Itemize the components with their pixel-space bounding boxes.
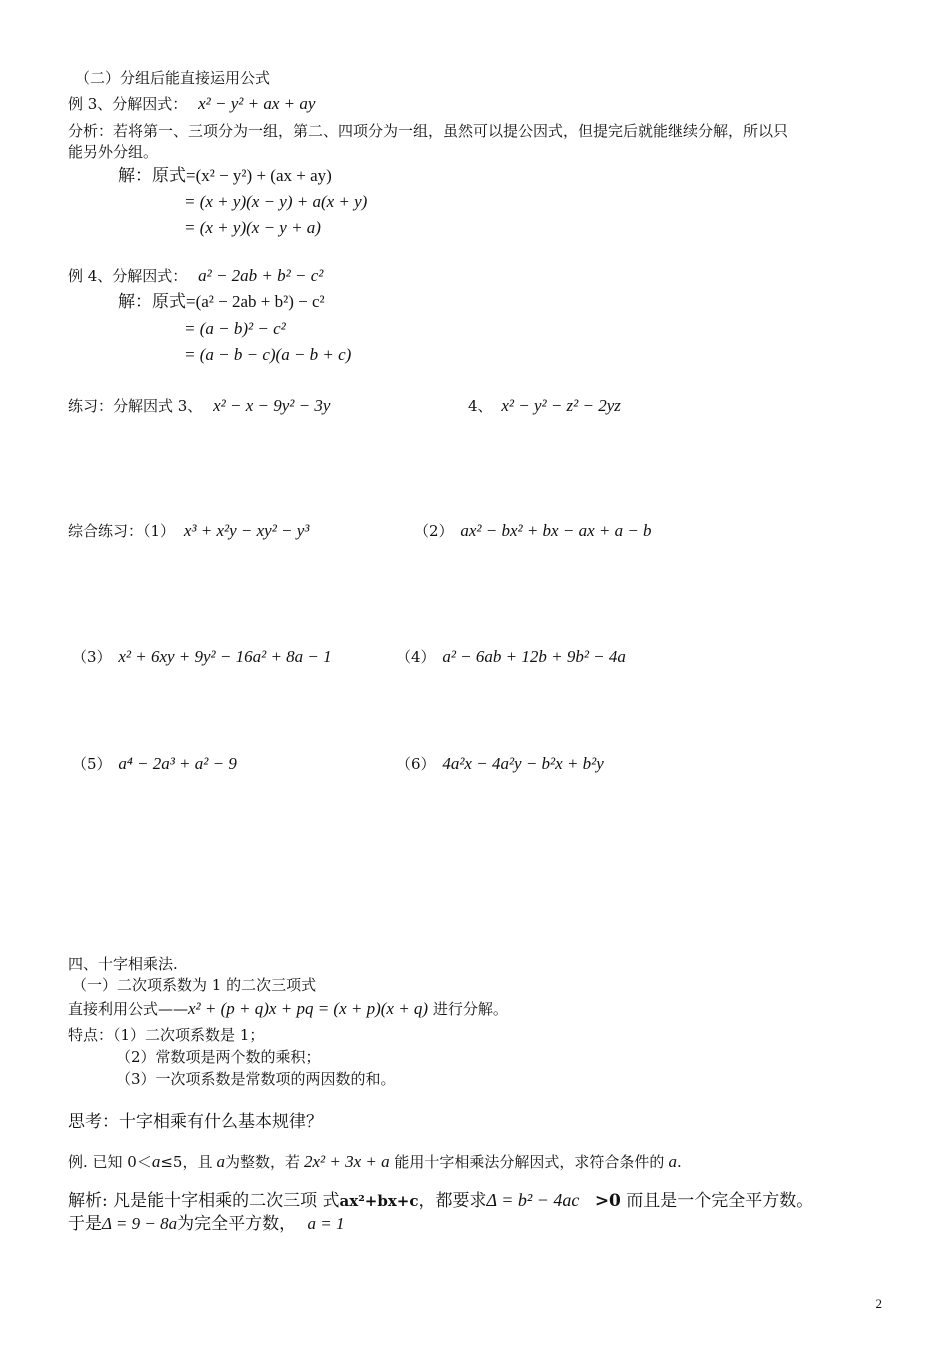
answer: a = 1	[307, 1214, 345, 1233]
variable-a: a	[216, 1152, 225, 1171]
section-heading-cross-multiplication: 四、十字相乘法.	[68, 955, 178, 973]
example-4-solution-line-1: 解：原式=(a² − 2ab + b²) − c²	[118, 292, 325, 311]
example-3-solution-line-2: = (x + y)(x − y) + a(x + y)	[184, 192, 368, 211]
combined-practice-1	[68, 521, 309, 541]
example-3-expression: x² − y² + ax + ay	[198, 94, 316, 113]
practice-4	[468, 396, 621, 416]
example-4-solution-line-3: = (a − b − c)(a − b + c)	[184, 345, 352, 364]
variable-a: a	[668, 1152, 677, 1171]
example-3-analysis-line-2: 能另外分组。	[68, 143, 159, 161]
feature-2: （2）常数项是两个数的乘积；	[116, 1048, 321, 1066]
practice-4-expression: x² − y² − z² − 2yz	[501, 396, 621, 415]
analysis-text-6: 为完全平方数，	[177, 1214, 297, 1234]
feature-1: 特点：（1）二次项系数是 1；	[68, 1026, 265, 1044]
discriminant-value: Δ = 9 − 8a	[102, 1214, 178, 1233]
discriminant-expression: Δ = b² − 4ac	[486, 1190, 580, 1210]
cross-example-text-4: 能用十字相乘法分解因式，求符合条件的	[394, 1153, 665, 1171]
cross-example-text-1: 例. 已知 0＜	[68, 1153, 152, 1171]
combined-practice-3-expression: x² + 6xy + 9y² − 16a² + 8a − 1	[118, 647, 332, 666]
combined-practice-5-label: （5）	[72, 755, 112, 773]
analysis-text-4: 而且是一个完全平方数。	[626, 1191, 814, 1211]
formula-line	[68, 999, 508, 1019]
cross-example-text-2: ≤5，且	[160, 1153, 213, 1171]
page-number: 2	[875, 1296, 882, 1311]
cross-example-text-3: 为整数，若	[224, 1153, 300, 1171]
formula-prefix: 直接利用公式——	[68, 1000, 189, 1018]
combined-practice-2	[414, 521, 652, 541]
combined-practice-6	[396, 754, 604, 774]
combined-practice-label: 综合练习：（1）	[68, 522, 176, 540]
combined-practice-2-label: （2）	[414, 522, 454, 540]
cross-example-text-5: .	[676, 1153, 682, 1171]
combined-practice-5-expression: a⁴ − 2a³ + a² − 9	[118, 754, 237, 773]
combined-practice-3	[72, 647, 332, 667]
combined-practice-4	[396, 647, 626, 667]
analysis-text-2: ，都要求	[418, 1191, 487, 1211]
example-3-analysis-line-1: 分析：若将第一、三项分为一组，第二、四项分为一组，虽然可以提公因式，但提完后就能继续分解，所以只	[68, 122, 789, 140]
combined-practice-3-label: （3）	[72, 648, 112, 666]
combined-practice-6-expression: 4a²x − 4a²y − b²x + b²y	[442, 754, 604, 773]
practice-3	[68, 396, 330, 416]
analysis-bold-expression: ax²+bx+c	[339, 1192, 419, 1210]
combined-practice-4-expression: a² − 6ab + 12b + 9b² − 4a	[442, 647, 626, 666]
formula-expression: x² + (p + q)x + pq = (x + p)(x + q)	[188, 999, 429, 1018]
combined-practice-5	[72, 754, 237, 774]
example-4-label: 例 4、分解因式：	[68, 267, 188, 285]
practice-label: 练习：分解因式 3、	[68, 397, 203, 415]
analysis-line-1	[68, 1190, 813, 1211]
example-3-solution-line-3: = (x + y)(x − y + a)	[184, 218, 321, 237]
analysis-line-2	[68, 1214, 345, 1234]
example-4-expression: a² − 2ab + b² − c²	[198, 266, 324, 285]
analysis-text-1: 解析: 凡是能十字相乘的二次三项 式	[68, 1191, 340, 1211]
section-heading-grouping: （二）分组后能直接运用公式	[75, 69, 271, 87]
example-3-solution-line-1: 解：原式=(x² − y²) + (ax + ay)	[118, 166, 332, 185]
example-4	[68, 266, 323, 286]
combined-practice-2-expression: ax² − bx² + bx − ax + a − b	[460, 521, 652, 540]
practice-3-expression: x² − x − 9y² − 3y	[213, 396, 331, 415]
example-3-label: 例 3、分解因式：	[68, 95, 188, 113]
example-3	[68, 94, 315, 114]
practice-4-label: 4、	[468, 397, 493, 415]
variable-a: a	[151, 1152, 161, 1171]
think-question: 思考：十字相乘有什么基本规律？	[68, 1112, 323, 1132]
combined-practice-1-expression: x³ + x²y − xy² − y³	[183, 521, 310, 540]
subsection-heading: （一）二次项系数为 1 的二次三项式	[72, 976, 317, 994]
combined-practice-6-label: （6）	[396, 755, 436, 773]
analysis-text-5: 于是	[68, 1214, 102, 1234]
formula-suffix: 进行分解。	[432, 1000, 508, 1018]
feature-3: （3）一次项系数是常数项的两因数的和。	[116, 1070, 396, 1088]
example-4-solution-line-2: = (a − b)² − c²	[184, 319, 286, 338]
combined-practice-4-label: （4）	[396, 648, 436, 666]
cross-example	[68, 1152, 682, 1172]
cross-example-expression: 2x² + 3x + a	[304, 1152, 390, 1171]
greater-than-zero: >0	[594, 1191, 621, 1211]
